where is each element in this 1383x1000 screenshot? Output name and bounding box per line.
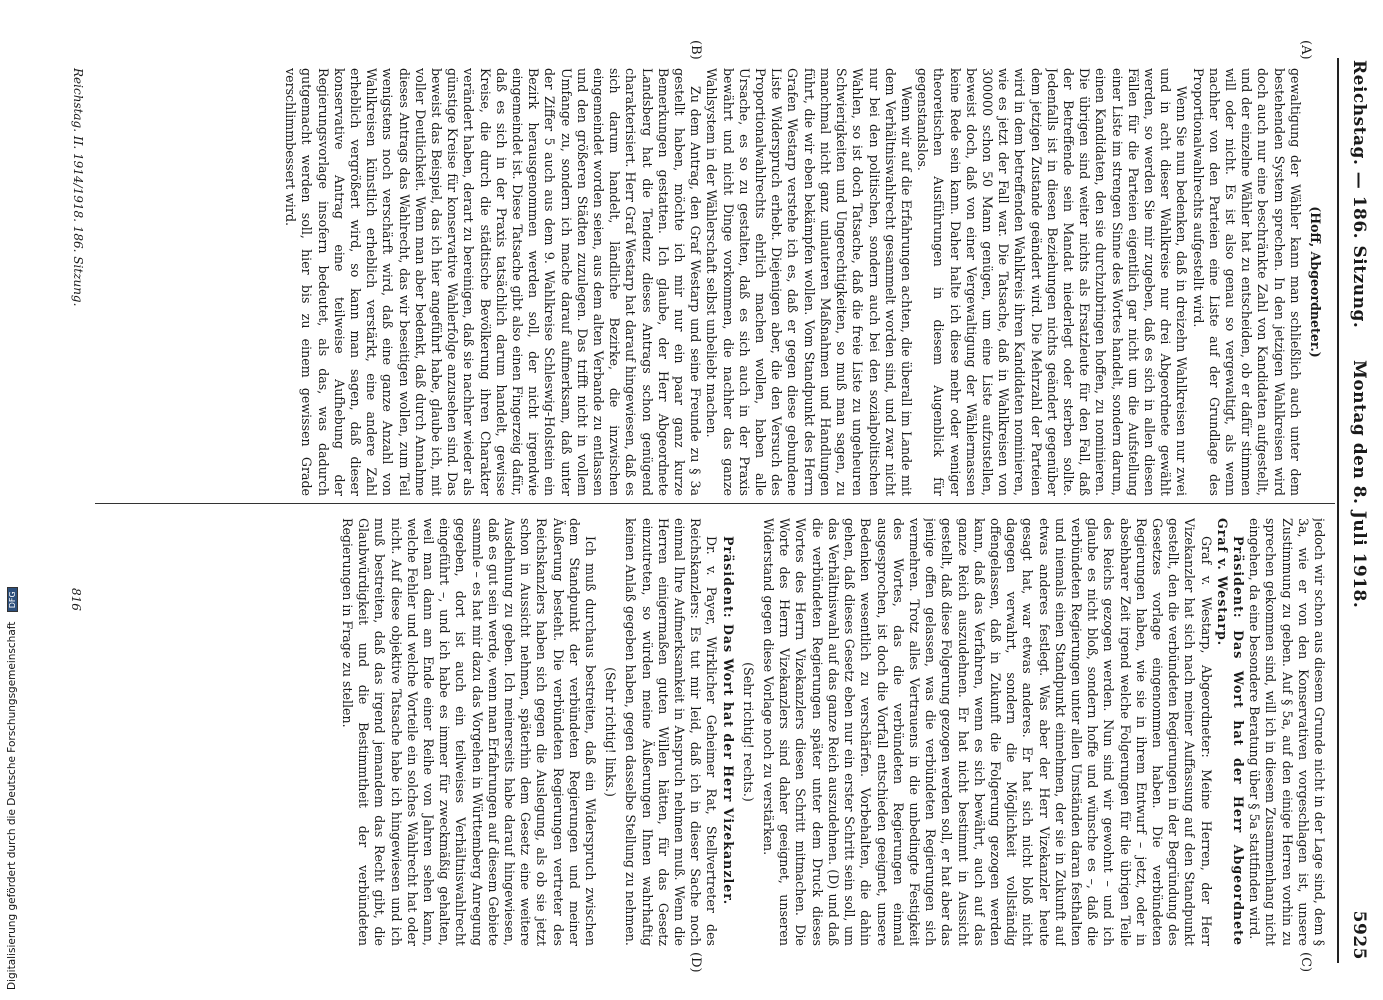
paragraph: Graf v. Westarp, Abgeordneter: Meine Herren, der Herr Vizekanzler hat sich nach meiner Auffassung auf den Standpunkt gestellt, den die verbündeten Regierungen in der Begründung des Gesetzes vorlage eingenommen haben. Die verbündeten Regierungen haben, wie sie in ihrem Entwurf – jetzt, oder in absehbarer Zeit irgend welche Folgerungen für die übrigen Teile des Reichs gezogen werden. Nun sind wir gewohnt – und ich glaube es nicht bloß, sondern hoffe und wünsche es –, daß die verbündeten Regierungen unter allen Umständen daran festhalten und niemals einen Standpunkt einnehmen, der sie in Zukunft auf etwas anderes festlegt. Was aber der Herr Vizekanzler heute gesagt hat, war etwas anderes. Er hat sich nicht bloß nicht dagegen verwahrt, sondern die Möglichkeit vollständig offengelassen, daß in Zukunft die Folgerung gezogen werden kann, daß das Verfahren, wenn es sich bewährt, auch auf das ganze Reich auszudehnen. Er hat nicht bestimmt in Aussicht gestellt, daß diese Folgerung gezogen werden soll, er hat aber das jenige offen gelassen, was die verbündeten Regierungen sich vermehren. Trotz alles Vertrauens in die unbedingte Festigkeit des Wortes, das die verbündeten Regierungen einmal ausgesprochen, ist doch die Vorfall entschieden geeignet, unsere Bedenken wesentlich zu verschärfen. Vorbehalten, die dahin gehen, daß dieses Gesetz eben nur ein erster Schritt sein soll, um das Verhältniswahl auf das ganze Reich auszudehnen. (D) und daß die verbündeten Regierungen später unter dem Druck dieses Wortes des Herrn Vizekanzlers diesen Schritt mitmachen. Die Worte des Herrn Vizekanzlers sind daher geeignet, unseren Widerstand gegen diese Vorlage noch zu verstärken. xyxy=(761,518,1214,946)
column-divider xyxy=(95,503,1335,504)
header-rule xyxy=(1337,58,1339,963)
paragraph: Wenn Sie nun bedenken, daß in dreizehn Wahlkreisen nur zwei und in acht dieser Wahlkreise nur drei Abgeordnete gewählt werden, so werden Sie mir zugeben, daß es sich in allen diesen Fällen für die Parteien eigentlich gar nicht um die Aufstellung einer Liste im strengen Sinne des Wortes handelt, sondern darum, einen Kandidaten, den sie durchzubringen hoffen, zu nominieren. Die übrigen sind weiter nichts als Ersatzleute für den Fall, daß der Betreffende sein Mandat niederlegt oder sterben sollte. Jedenfalls ist in diesen Beziehungen nichts geändert gegenüber dem jetzigen Zustande geändert wird. Die Mehrzahl der Parteien wird in dem betreffenden Wahlkreis ihren Kandidaten nominieren, wie es jetzt der Fall war. Die Tatsache, daß in Wahlkreisen von 300000 schon 50 Mann genügen, um eine Liste aufzustellen, beweist doch, daß von einer Vergewaltigung der Wählermassen keine Rede sein kann. Daher halte ich diese mehr oder weniger theoretischen Ausführungen in diesem Augenblick für gegenstandslos. xyxy=(915,68,1190,496)
president-remark: Präsident: Das Wort hat der Herr Vizekanzler. xyxy=(720,536,736,906)
president-remark: Präsident: Das Wort hat der Herr Abgeordnete Graf v. Westarp. xyxy=(1214,518,1246,946)
dfg-logo: DFG xyxy=(7,587,18,612)
margin-mark-c: (C) xyxy=(1298,952,1313,973)
paragraph: jedoch wir schon aus diesem Grunde nicht in der Lage sind, dem § 3a, wie er von den Konservativen vorgeschlagen ist, unsere Zustimmung zu geben. Auf § 5a, auf den einige Herren vorhin zu sprechen gekommen sind, will ich in diesem Zusammenhang nicht eingehen, da eine besondere Beratung über § 5a stattfinden wird. xyxy=(1247,518,1327,946)
margin-mark-a: (A) xyxy=(1298,40,1313,60)
page-header xyxy=(1339,60,1369,960)
page-footer xyxy=(69,68,85,611)
margin-mark-d: (D) xyxy=(688,952,703,973)
paragraph: gewaltigung der Wähler kann man schließlich auch unter dem bestehenden System sprechen. In den jetzigen Wahlkreisen wird doch auch nur eine beschränkte Zahl von Kandidaten aufgestellt, und der einzelne Wähler hat zu entscheiden, ob er dafür stimmen will oder nicht. Es ist also genau so vergewaltigt, als wenn nachher von den Parteien eine Liste auf der Grundlage des Proportionalwahlrechts aufgestellt wird. xyxy=(1190,68,1303,496)
paragraph: Ich muß durchaus bestreiten, daß ein Widerspruch zwischen dem Standpunkt der verbündeten Regierungen und meiner Äußerung besteht. Die verbündeten Regierungen vertreter des Reichskanzlers haben sich gegen die Auslegung, als ob sie jetzt schon in Aussicht nehmen, späterhin dem Gesetz eine weitere Ausdehnung zu geben. Ich meinerseits habe darauf hingewiesen, daß es gut sein werde, wenn man Erfahrungen auf diesem Gebiete sammle – es hat mir dazu das Vorgehen in Württemberg Anregung gegeben, dort ist auch ein teilweises Verhältniswahlrecht eingeführt –, und ich habe es immer für zweckmäßig gehalten, weil man dann am Ende einer Reihe von Jahren sehen kann, welche Fehler und welche Vorteile ein solches Wahlrecht hat oder nicht. Auf diese objektive Tatsache habe ich hingewiesen und ich muß bestreiten, daß das irgend jemandem das Recht gibt, die Glaubwürdigkeit und die Bestimmtheit der verbündeten Regierungen in Frage zu stellen. xyxy=(340,518,599,946)
paragraph: Wenn wir auf die Erfahrungen achten, die überall im Lande mit dem Verhältniswahlrecht gesammelt worden sind, und zwar nicht nur bei den politischen, sondern auch bei den sozialpolitischen Wahlen, so ist doch Tatsache, daß die freie Liste zu ungeheuren Schwierigkeiten und Ungerechtigkeiten, so muß man sagen, zu manchmal nicht ganz unlauteren Maßnahmen und Handlungen führt, die wir eben bekämpfen wollen. Vom Standpunkt des Herrn Grafen Westarp verstehe ich es, daß er gegen diese gebundene Liste Widerspruch erhebt. Diejenigen aber, die den Versuch des Proportionalwahlrechts ehrlich machen wollen, haben alle Ursache, es so zu gestalten, daß es sich auch in der Praxis bewährt und nicht Dinge vorkommen, die nachher das ganze Wahlsystem in der Wählerschaft selbst unbeliebt machen. xyxy=(704,68,914,496)
footer-signature: 816 xyxy=(69,588,83,611)
digitization-credit xyxy=(6,587,18,990)
header-left: Reichstag. — 186. Sitzung. xyxy=(1349,60,1369,329)
left-column xyxy=(97,68,1327,496)
margin-mark-b: (B) xyxy=(688,40,703,60)
paragraph: Zu dem Antrag, den Graf Westarp und seine Freunde zu § 3a gestellt haben, möchte ich mir nur ein paar ganz kurze Bemerkungen gestatten. Ich glaube, der Herr Abgeordnete Landsberg hat die Tendenz dieses Antrags schon genügend charakterisiert. Herr Graf Westarp hat darauf hingewiesen, daß es sich darum handelt, ländliche Bezirke, die inzwischen eingemeindet worden seien, aus dem alten Verbande zu entlassen und den größeren Städten zuzulegen. Das trifft nicht in vollem Umfange zu, sondern ich mache darauf aufmerksam, daß unter der Ziffer 5 auch aus dem 9. Wahlkreise Schleswig-Holstein ein Bezirk herausgenommen werden soll, der nicht irgendwie eingemeindet ist. Diese Tatsache gibt also einen Fingerzeig dafür, daß es sich in der Praxis tatsächlich darum handelt, gewisse Kreise, die durch die städtische Bevölkerung ihren Charakter verändert haben, derart zu bereinigen, daß sie nachher wieder als günstige Kreise für konservative Wahlerfolge anzusehen sind. Das beweist das Beispiel, das ich hier angeführt habe, glaube ich, mit voller Deutlichkeit. Wenn man aber bedenkt, daß durch Annahme dieses Antrags das Wahlrecht, das wir beseitigen wollen, zum Teil wenigstens noch verschärft wird, daß eine ganze Anzahl von Wahlkreisen künstlich erheblich verstärkt, eine andere Zahl erheblich vergrößert wird, so kann man sagen, daß dieser konservative Antrag eine teilweise Aufhebung der Regierungsvorlage insofern bedeutet, als das, was dadurch gutgemacht werden soll, hier bis zu einem gewissen Grade verschlimmbessert wird. xyxy=(283,68,704,496)
page-number: 5925 xyxy=(1349,910,1369,960)
header-center: Montag den 8. Juli 1918. xyxy=(1349,360,1369,609)
right-column xyxy=(97,518,1327,946)
speaker-tag: (Hoff, Abgeordneter.) xyxy=(1308,206,1323,358)
footer-session: Reichstag. II. 1914/1918. 186. Sitzung. xyxy=(71,68,85,307)
paragraph: Dr. v. Payer, Wirklicher Geheimer Rat, Stellvertreter des Reichskanzlers: Es tut mir leid, daß ich in dieser Sache noch einmal Ihre Aufmerksamkeit in Anspruch nehmen muß. Wenn die Herren einigermaßen guten Willen hätten, für das Gesetz einzutreten, so würden meine Äußerungen Ihnen wahrhaftig keinen Anlaß gegeben haben, gegen dasselbe Stellung zu nehmen. xyxy=(623,518,720,946)
interjection: (Sehr richtig! links.) xyxy=(603,667,619,797)
interjection: (Sehr richtig! rechts.) xyxy=(740,662,756,802)
credit-text: Digitalisierung gefördert durch die Deutsche Forschungsgemeinschaft xyxy=(6,621,18,990)
